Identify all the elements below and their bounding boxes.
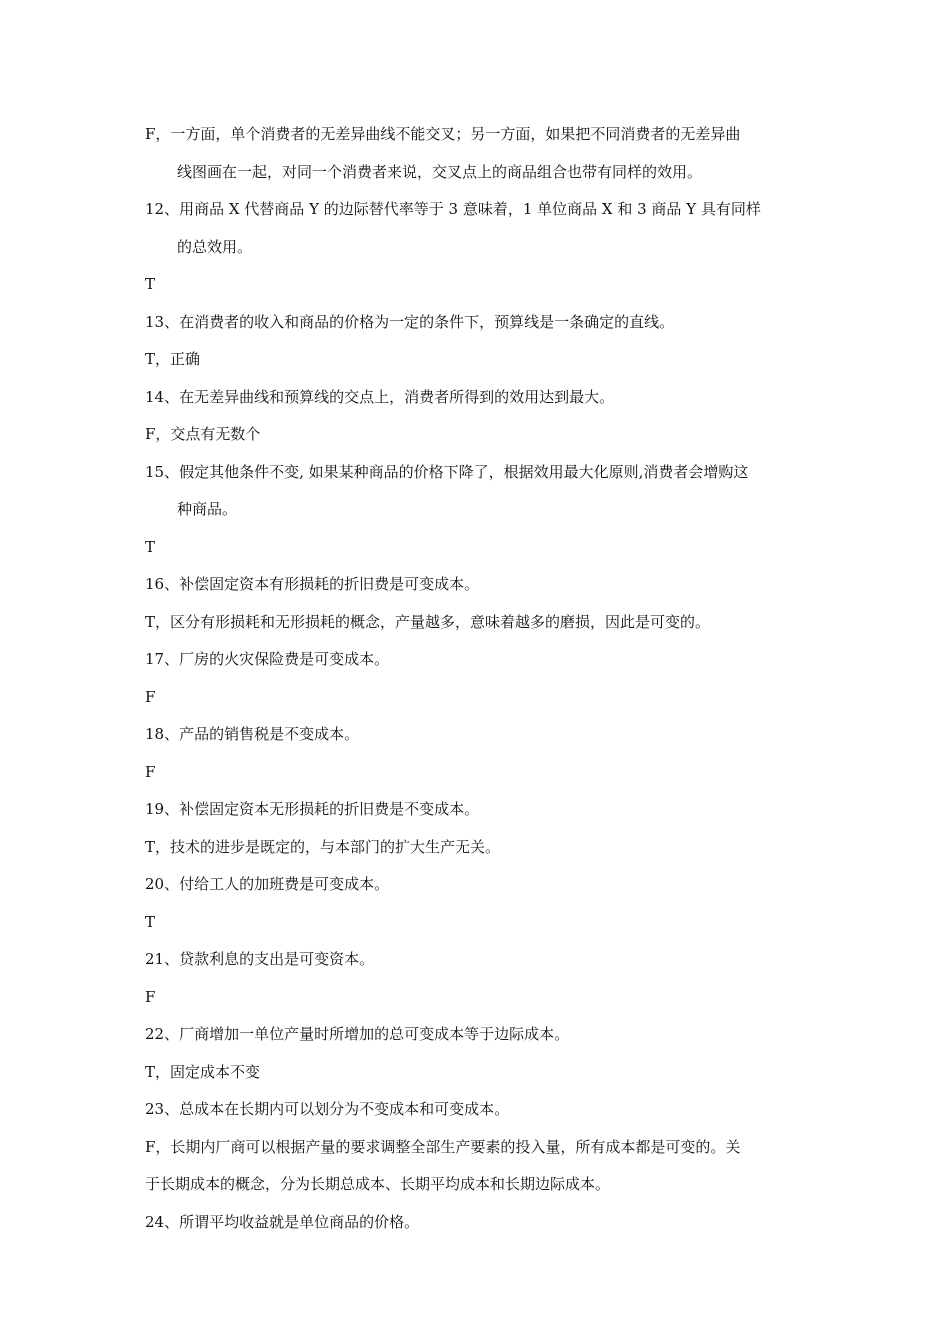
text-line: T	[145, 537, 156, 556]
text-line: T	[145, 912, 156, 931]
document-body	[145, 116, 810, 1241]
text-line: 于长期成本的概念，分为长期总成本、长期平均成本和长期边际成本。	[145, 1175, 611, 1193]
text-line: T，技术的进步是既定的，与本部门的扩大生产无关。	[145, 837, 501, 856]
text-line: 的总效用。	[177, 237, 253, 256]
text-line: 22、厂商增加一单位产量时所增加的总可变成本等于边际成本。	[145, 1025, 570, 1043]
text-line: 21、贷款利息的支出是可变资本。	[145, 950, 375, 968]
text-line: 13、在消费者的收入和商品的价格为一定的条件下，预算线是一条确定的直线。	[145, 312, 675, 331]
text-line: F	[145, 762, 156, 781]
text-line: 12、用商品 X 代替商品 Y 的边际替代率等于 3 意味着，1 单位商品 X 和 3 商品 Y 具有同样	[145, 200, 761, 218]
text-line: F	[145, 687, 156, 706]
text-line: F，长期内厂商可以根据产量的要求调整全部生产要素的投入量，所有成本都是可变的。关	[145, 1137, 741, 1156]
text-line: F	[145, 987, 156, 1006]
text-line: 16、补偿固定资本有形损耗的折旧费是可变成本。	[145, 575, 480, 593]
text-line: 种商品。	[177, 500, 238, 518]
text-line: F，一方面，单个消费者的无差异曲线不能交叉；另一方面，如果把不同消费者的无差异曲	[145, 125, 741, 143]
text-line: T，区分有形损耗和无形损耗的概念，产量越多，意味着越多的磨损，因此是可变的。	[145, 612, 711, 631]
text-line: 19、补偿固定资本无形损耗的折旧费是不变成本。	[145, 800, 480, 818]
text-line: T，正确	[145, 350, 201, 368]
text-line: 17、厂房的火灾保险费是可变成本。	[145, 650, 390, 668]
text-line: 24、所谓平均收益就是单位商品的价格。	[145, 1212, 420, 1231]
text-line: 15、假定其他条件不变, 如果某种商品的价格下降了，根据效用最大化原则,消费者会增购这	[145, 462, 749, 481]
text-line: T	[145, 275, 156, 293]
text-line: 23、总成本在长期内可以划分为不变成本和可变成本。	[145, 1100, 510, 1118]
text-line: 18、产品的销售税是不变成本。	[145, 725, 360, 743]
text-line: T，固定成本不变	[145, 1062, 261, 1081]
text-line: 线图画在一起，对同一个消费者来说，交叉点上的商品组合也带有同样的效用。	[177, 162, 703, 181]
text-line: 20、付给工人的加班费是可变成本。	[145, 875, 390, 893]
text-line: 14、在无差异曲线和预算线的交点上，消费者所得到的效用达到最大。	[145, 387, 615, 406]
text-line: F，交点有无数个	[145, 425, 261, 443]
